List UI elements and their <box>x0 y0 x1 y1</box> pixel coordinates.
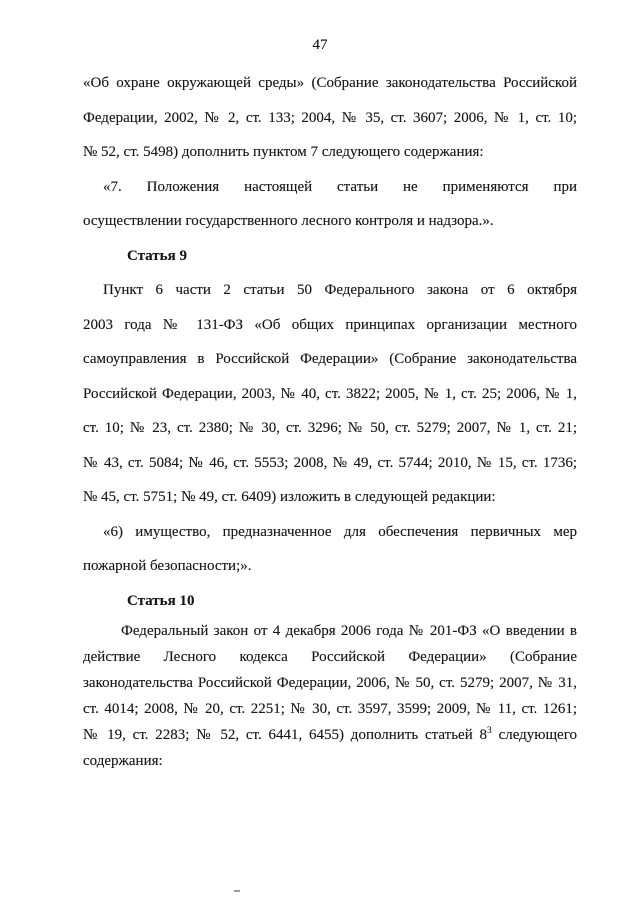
text-line: Федерации, 2002, № 2, ст. 133; 2004, № 35, ст. 3607; 2006, № 1, ст. 10; <box>83 109 577 126</box>
text-line: «Об охране окружающей среды» (Собрание законодательства Российской <box>83 75 577 91</box>
paragraph-law-131-fz-amendment <box>83 273 577 515</box>
text-line: «6) имущество, предназначенное для обеспечения первичных мер <box>103 523 577 540</box>
paragraph-law-201-fz-amendment <box>83 618 577 774</box>
text-line: Федеральный закон от 4 декабря 2006 года № 201-ФЗ «О введении в <box>121 623 577 639</box>
text-line: пожарной безопасности;». <box>83 558 252 574</box>
text-line: «7. Положения настоящей статьи не применяются при <box>103 178 577 195</box>
article-10-heading: Статья 10 <box>127 592 195 609</box>
text-line: ст. 10; № 23, ст. 2380; № 30, ст. 3296; № 50, ст. 5279; 2007, № 1, ст. 21; <box>83 420 577 436</box>
text-segment: следующего <box>491 727 577 743</box>
scan-artifact-mark <box>234 890 240 892</box>
text-line: содержания: <box>83 753 163 769</box>
text-line: № 52, ст. 5498) дополнить пунктом 7 следующего содержания: <box>83 144 484 160</box>
text-line: действие Лесного кодекса Российской Федерации» (Собрание <box>83 649 577 665</box>
text-segment: № 19, ст. 2283; № 52, ст. 6441, 6455) дополнить статьей 8 <box>83 727 488 743</box>
text-line: № 45, ст. 5751; № 49, ст. 6409) изложить в следующей редакции: <box>83 489 496 505</box>
text-line: законодательства Российской Федерации, 2006, № 50, ст. 5279; 2007, № 31, <box>83 675 577 691</box>
page-number: 47 <box>312 37 328 53</box>
text-line: ст. 4014; 2008, № 20, ст. 2251; № 30, ст. 3597, 3599; 2009, № 11, ст. 1261; <box>83 701 577 717</box>
paragraph-quoted-point-7 <box>83 170 577 239</box>
text-line: Российской Федерации, 2003, № 40, ст. 3822; 2005, № 1, ст. 25; 2006, № 1, <box>83 385 577 402</box>
text-line: № 43, ст. 5084; № 46, ст. 5553; 2008, № 49, ст. 5744; 2010, № 15, ст. 1736; <box>83 454 577 471</box>
text-line: Пункт 6 части 2 статьи 50 Федерального закона от 6 октября <box>103 282 577 298</box>
text-line: осуществлении государственного лесного контроля и надзора.». <box>83 213 494 229</box>
page-content <box>83 66 577 774</box>
text-line-with-superscript <box>83 722 577 748</box>
paragraph-environment-law-amendment <box>83 66 577 170</box>
superscript-3: 3 <box>487 726 492 736</box>
paragraph-quoted-subpoint-6 <box>83 515 577 584</box>
article-9-heading: Статья 9 <box>127 247 187 264</box>
text-line: самоуправления в Российской Федерации» (Собрание законодательства <box>83 351 577 367</box>
text-line: 2003 года № 131-ФЗ «Об общих принципах организации местного <box>83 316 577 333</box>
